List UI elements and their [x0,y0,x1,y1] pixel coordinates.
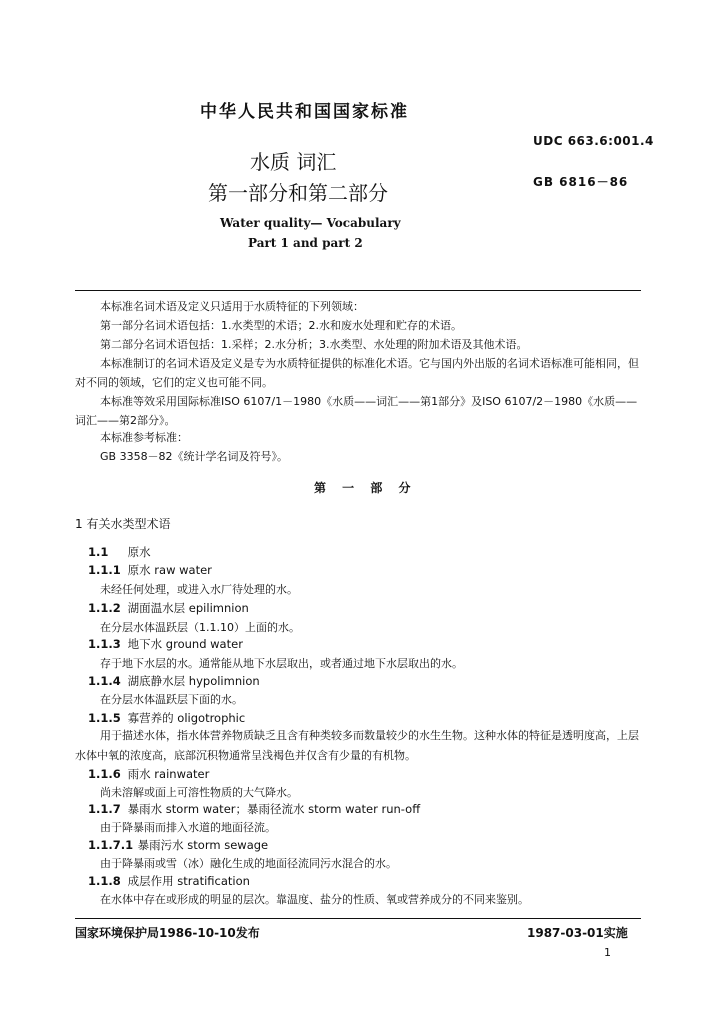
intro-paragraph-7: GB 3358－82《统计学名词及符号》。 [100,450,289,463]
bottom-divider [75,918,641,919]
term-label: 暴雨水 storm water；暴雨径流水 storm water run-off [127,802,421,816]
term-definition: 尚未溶解或面上可溶性物质的大气降水。 [100,786,298,799]
term-number: 1.1.8 [88,874,121,888]
title-cn-line1: 水质 词汇 [250,150,337,174]
title-en-line1: Water quality— Vocabulary [220,216,401,230]
gb-number: GB 6816－86 [533,175,629,189]
term-1-1-7-1 [88,837,268,853]
term-number: 1.1.6 [88,767,121,781]
term-1-1-1 [88,562,212,578]
term-1-1 [88,544,151,560]
term-definition: 由于降暴雨而排入水道的地面径流。 [100,821,276,834]
term-label: 原水 raw water [127,563,212,577]
term-label: 雨水 rainwater [127,767,210,781]
term-number: 1.1.3 [88,637,121,651]
term-1-1-2 [88,600,249,616]
term-definition: 在分层水体温跃层（1.1.10）上面的水。 [100,621,300,634]
term-definition: 未经任何处理，或进入水厂待处理的水。 [100,583,298,596]
term-definition: 用于描述水体，指水体营养物质缺乏且含有种类较多而数量较少的水生生物。这种水体的特征是透明度高，上层水体中氧的浓度高，底部沉积物通常呈浅褐色并仅含有少量的有机物。 [75,729,639,762]
term-number: 1.1.2 [88,601,121,615]
page-number: 1 [604,946,611,959]
udc-code: UDC 663.6:001.4 [533,134,654,148]
term-number: 1.1.5 [88,711,121,725]
title-cn-line2: 第一部分和第二部分 [208,181,388,205]
term-1-1-3 [88,636,243,652]
effective-date: 1987-03-01实施 [527,926,628,940]
national-standard-heading: 中华人民共和国国家标准 [200,102,409,122]
term-number: 1.1.7.1 [88,838,134,852]
term-label: 寡营养的 oligotrophic [127,711,246,725]
term-label: 成层作用 stratification [127,874,250,888]
term-1-1-7 [88,801,420,817]
term-number: 1.1.1 [88,563,121,577]
term-1-1-4 [88,673,260,689]
term-label: 暴雨污水 storm sewage [137,838,269,852]
term-definition: 由于降暴雨或雪（冰）融化生成的地面径流同污水混合的水。 [100,857,397,870]
intro-paragraph-4: 本标准制订的名词术语及定义是专为水质特征提供的标准化术语。它与国内外出版的名词术语标准可能相同，但对不同的领域，它们的定义也可能不同。 [75,357,639,389]
intro-paragraph-1: 本标准名词术语及定义只适用于水质特征的下列领域： [100,300,364,313]
issuer-text: 国家环境保护局1986-10-10发布 [75,926,260,940]
term-label: 湖底静水层 hypolimnion [127,674,260,688]
term-1-1-6 [88,766,209,782]
intro-paragraph-5: 本标准等效采用国际标准ISO 6107/1－1980《水质——词汇——第1部分》及ISO 6107/2－1980《水质——词汇——第2部分》。 [75,395,638,427]
chapter-heading: 1 有关水类型术语 [75,517,171,531]
part-one-heading: 第 一 部 分 [314,481,417,495]
term-number: 1.1.4 [88,674,121,688]
term-label: 原水 [127,545,151,559]
term-definition: 在分层水体温跃层下面的水。 [100,693,243,706]
term-number: 1.1 [88,545,109,559]
term-label: 湖面温水层 epilimnion [127,601,249,615]
term-1-1-5 [88,710,245,726]
term-definition: 在水体中存在或形成的明显的层次。靠温度、盐分的性质、氧或营养成分的不同来鉴别。 [100,893,529,906]
title-en-line2: Part 1 and part 2 [248,236,363,250]
top-divider [75,290,641,291]
term-1-1-8 [88,873,250,889]
intro-paragraph-3: 第二部分名词术语包括：1.采样；2.水分析；3.水类型、水处理的附加术语及其他术语。 [100,338,528,351]
intro-paragraph-2: 第一部分名词术语包括：1.水类型的术语；2.水和废水处理和贮存的术语。 [100,319,462,332]
term-number: 1.1.7 [88,802,121,816]
intro-paragraph-6: 本标准参考标准： [100,431,188,444]
term-label: 地下水 ground water [127,637,243,651]
term-definition: 存于地下水层的水。通常能从地下水层取出，或者通过地下水层取出的水。 [100,657,463,670]
